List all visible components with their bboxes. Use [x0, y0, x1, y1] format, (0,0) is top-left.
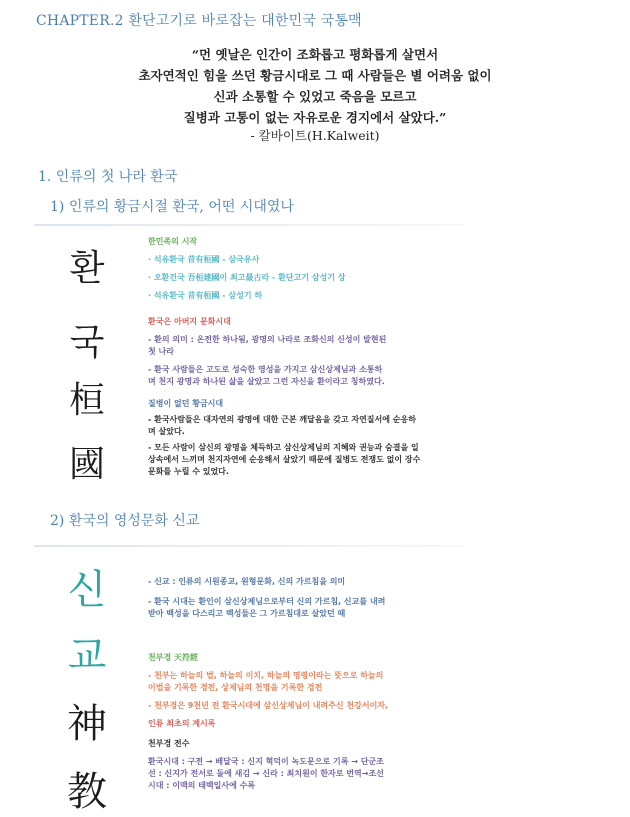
quote-block [90, 44, 540, 146]
chapter-title: CHAPTER.2 환단고기로 바로잡는 대한민국 국통맥 [36, 13, 362, 29]
section2-panel [148, 576, 468, 792]
list-item: 환국시대 : 구전 → 배달국 : 신지 혁덕이 녹도문으로 기록 → 단군조 [148, 757, 384, 766]
list-item: - 환의 의미 : 온전한 하나됨, 광명의 나라로 조화신의 신성이 발현된 [148, 335, 387, 344]
section2-subheading: 2) 환국의 영성문화 신교 [50, 513, 200, 529]
list-item: - 환국 사람들은 고도로 성숙한 영성을 가지고 삼신상제님과 소통하 [148, 365, 383, 374]
big-char-hwan: 환 [69, 248, 105, 289]
group-title: 천부경 전수 [148, 739, 190, 748]
list-item-cont: 며 천지 광명과 하나된 삶을 살았고 그런 자신을 환이라고 칭하였다. [148, 377, 385, 386]
list-item: - 천부경은 9천년 전 환국시대에 삼신상제님이 내려주신 천강서이자, [148, 701, 389, 710]
quote-line: 질병과 고통이 없는 자유로운 경지에서 살았다.” [183, 110, 447, 125]
section1-panel [148, 236, 468, 478]
group-title: 환국은 아버지 문화시대 [148, 317, 231, 326]
list-item: - 환국사람들은 대자연의 광명에 대한 근본 깨달음을 갖고 자연질서에 순응하 [148, 415, 416, 424]
big-char-gyo: 교 [67, 633, 107, 679]
list-item: - 모든 사람이 삼신의 광명을 체득하고 삼신상제님의 지혜와 권능과 숨결을 일 [148, 443, 419, 452]
group-title: 질병이 없던 황금시대 [148, 399, 224, 408]
section1-subheading: 1) 인류의 황금시절 환국, 어떤 시대였나 [50, 199, 294, 215]
list-item: - 환국 시대는 환인이 삼신상제님으로부터 신의 가르침, 신교를 내려 [148, 597, 386, 606]
list-item-cont: 상속에서 느끼며 천지자연에 순응해서 살았기 때문에 질병도 전쟁도 없이 장수 [148, 455, 421, 464]
group-title: 천부경 天符經 [148, 653, 198, 662]
group-title: 인류 최초의 계시록 [148, 719, 216, 728]
big-char-guk-hanja: 國 [68, 444, 105, 485]
list-item-cont: 시대 : 이맥의 태백일사에 수록 [148, 781, 256, 790]
big-char-sin-hanja: 神 [67, 701, 107, 747]
big-char-guk: 국 [69, 322, 105, 363]
divider [34, 224, 464, 226]
big-char-sin: 신 [67, 567, 107, 613]
list-item-cont: 선 : 신지가 전서로 돌에 새김 → 신라 : 최치원이 한자로 번역→조선 [148, 769, 384, 778]
list-item: - 천부는 하늘의 법, 하늘의 이치, 하늘의 명령이라는 뜻으로 하늘의 [148, 671, 384, 680]
divider [34, 545, 464, 547]
list-item-cont: 첫 나라 [148, 347, 174, 356]
list-item: · 석유환국 昔有桓國 - 삼성기 하 [148, 291, 263, 300]
list-item-cont: 이법을 기록한 경전, 상제님의 천명을 기록한 경전 [148, 683, 323, 692]
big-char-gyo-hanja: 教 [67, 769, 107, 815]
quote-attribution: - 칼바이트(H.Kalweit) [250, 128, 380, 143]
list-item: - 신교 : 인류의 시원종교, 원형문화, 신의 가르침을 의미 [148, 577, 346, 586]
list-item-cont: 받아 백성을 다스리고 백성들은 그 가르침대로 살았던 때 [148, 609, 346, 618]
quote-line: 신과 소통할 수 있었고 죽음을 모르고 [213, 89, 417, 104]
section1-heading: 1. 인류의 첫 나라 환국 [38, 169, 178, 185]
list-item: · 오환건국 吾桓建國이 최고最古라 - 환단고기 삼성기 상 [148, 273, 346, 282]
list-item-cont: 며 살았다. [148, 427, 185, 436]
list-item-cont: 문화를 누릴 수 있었다. [148, 467, 229, 476]
quote-line: “먼 옛날은 인간이 조화롭고 평화롭게 살면서 [191, 47, 439, 62]
list-item: · 석유환국 昔有桓國 - 삼국유사 [148, 255, 260, 264]
big-char-hwan-hanja: 桓 [68, 380, 105, 421]
group-title: 한민족의 시작 [148, 237, 198, 246]
quote-line: 초자연적인 힘을 쓰던 황금시대로 그 때 사람들은 별 어려움 없이 [138, 68, 492, 83]
